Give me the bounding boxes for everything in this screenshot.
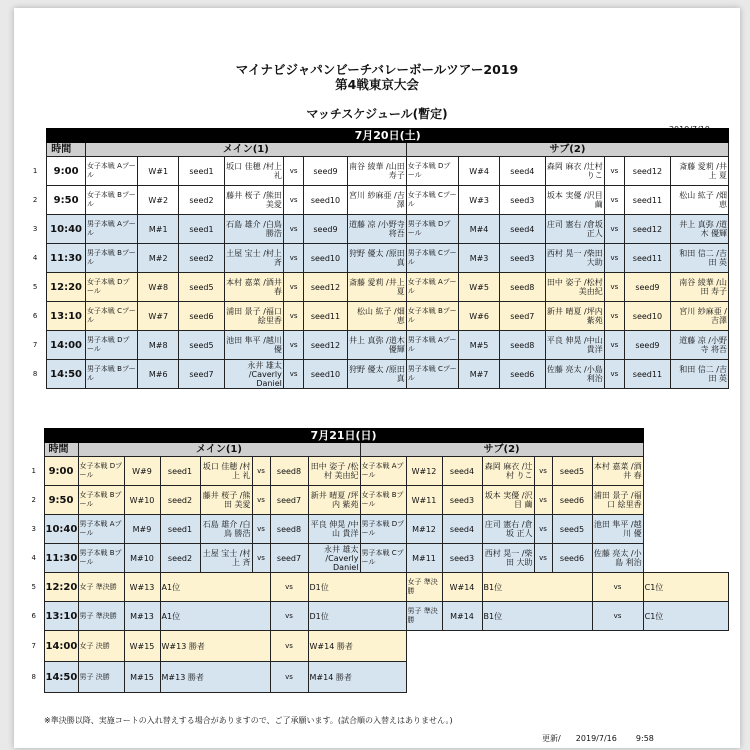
match-time: 9:00 — [47, 157, 86, 186]
main-seed-b: seed9 — [304, 157, 347, 186]
main-seed-b: seed7 — [270, 486, 308, 515]
event-title: 第4戦東京大会 — [335, 77, 419, 92]
sub-pool: 女子 準決勝 — [406, 573, 442, 602]
main-pool: 女子本戦 Cプール — [85, 302, 137, 331]
main-vs: vs — [283, 186, 303, 215]
sub-court-header: サブ(2) — [360, 443, 643, 457]
match-row — [24, 186, 729, 215]
main-team-a: 石島 雄介 /白鳥 勝浩 — [200, 515, 252, 544]
match-time: 9:50 — [47, 186, 86, 215]
main-vs: vs — [283, 360, 303, 389]
sub-seed-b: seed12 — [625, 157, 671, 186]
main-seed-b: seed11 — [304, 302, 347, 331]
main-pool: 女子本戦 Aプール — [85, 157, 137, 186]
sub-team-a: 田中 姿子 /松村 美由紀 — [545, 273, 604, 302]
sub-slot-b: C1位 — [643, 573, 728, 602]
day-date: 7月20日(土) — [47, 129, 729, 143]
sub-team-b: 池田 隼平 /越川 優 — [592, 515, 643, 544]
sub-seed-b: seed6 — [552, 544, 592, 573]
sub-seed-a: seed4 — [500, 215, 546, 244]
main-seed-a: seed2 — [160, 544, 200, 573]
match-row — [24, 360, 729, 389]
main-match-id: M#2 — [138, 244, 179, 273]
final-row — [24, 631, 729, 662]
match-time: 10:40 — [44, 515, 78, 544]
main-pool: 男子 決勝 — [78, 662, 124, 693]
main-match-id: M#8 — [138, 331, 179, 360]
main-slot-a: M#13 勝者 — [160, 662, 270, 693]
day-header-row — [24, 129, 729, 143]
row-number: 8 — [24, 360, 47, 389]
row-number: 7 — [24, 331, 47, 360]
column-header-row — [24, 443, 729, 457]
sub-seed-a: seed3 — [442, 544, 482, 573]
sub-team-a: 佐藤 亮太 /小島 利治 — [545, 360, 604, 389]
main-match-id: W#15 — [124, 631, 160, 662]
footnote: ※準決勝以降、実施コートの入れ替えする場合がありますので、ご了承願います。(試合順の入替えはありません。) — [44, 716, 453, 725]
row-number: 2 — [24, 186, 47, 215]
sub-pool: 男子本戦 Cプール — [406, 244, 458, 273]
main-team-a: 土屋 宝士 /村上 斉 — [224, 244, 283, 273]
main-match-id: M#10 — [124, 544, 160, 573]
sub-slot-b: C1位 — [643, 602, 728, 631]
row-number: 1 — [24, 457, 44, 486]
sub-team-b: 本村 嘉菜 /酒井 春 — [592, 457, 643, 486]
main-seed-a: seed2 — [179, 186, 225, 215]
schedule-subtitle: マッチスケジュール(暫定) — [306, 107, 448, 121]
main-team-a: 浦田 景子 /福口 絵里香 — [224, 302, 283, 331]
updated-stamp — [542, 733, 654, 744]
sub-seed-b: seed11 — [625, 186, 671, 215]
main-vs: vs — [283, 331, 303, 360]
match-time: 13:10 — [44, 602, 78, 631]
sub-match-id: M#5 — [459, 331, 500, 360]
main-match-id: W#1 — [138, 157, 179, 186]
match-row — [24, 302, 729, 331]
sub-team-b: 宮川 紗麻亜 /吉澤 — [670, 302, 728, 331]
main-seed-a: seed2 — [160, 486, 200, 515]
sub-team-b: 和田 信二 /吉田 英 — [670, 244, 728, 273]
sub-vs: vs — [592, 573, 643, 602]
match-row — [24, 331, 729, 360]
sub-vs: vs — [604, 360, 624, 389]
num-blank — [24, 129, 47, 143]
main-seed-a: seed1 — [160, 457, 200, 486]
main-vs: vs — [270, 662, 308, 693]
main-seed-b: seed8 — [270, 515, 308, 544]
main-seed-b: seed7 — [270, 544, 308, 573]
sub-team-b: 浦田 景子 /福口 絵里香 — [592, 486, 643, 515]
main-vs: vs — [270, 631, 308, 662]
row-number: 6 — [24, 602, 44, 631]
sub-match-id: M#3 — [459, 244, 500, 273]
match-time: 9:00 — [44, 457, 78, 486]
main-seed-b: seed10 — [304, 186, 347, 215]
sub-vs: vs — [534, 486, 552, 515]
day-date: 7月21日(日) — [44, 429, 643, 443]
main-vs: vs — [252, 544, 270, 573]
sub-team-a: 森岡 麻衣 /辻村 りこ — [482, 457, 534, 486]
main-pool: 女子本戦 Bプール — [85, 186, 137, 215]
main-team-a: 石島 雄介 /白鳥 勝浩 — [224, 215, 283, 244]
sub-team-b: 松山 紘子 /畑 恵 — [670, 186, 728, 215]
row-number: 2 — [24, 486, 44, 515]
row-number: 5 — [24, 273, 47, 302]
main-team-b: 宮川 紗麻亜 /吉澤 — [347, 186, 406, 215]
match-time: 11:30 — [47, 244, 86, 273]
main-team-a: 土屋 宝士 /村上 斉 — [200, 544, 252, 573]
main-seed-a: seed1 — [179, 215, 225, 244]
main-team-b: 狩野 優太 /原田 真 — [347, 244, 406, 273]
sub-vs: vs — [604, 331, 624, 360]
sub-team-a: 新井 晴夏 /坪内 紫苑 — [545, 302, 604, 331]
main-seed-a: seed5 — [179, 273, 225, 302]
match-time: 12:20 — [44, 573, 78, 602]
sub-match-id: W#4 — [459, 157, 500, 186]
main-seed-b: seed10 — [304, 244, 347, 273]
sub-vs: vs — [604, 186, 624, 215]
sub-pool: 男子本戦 Aプール — [406, 331, 458, 360]
match-row — [24, 273, 729, 302]
sub-match-id: W#14 — [442, 573, 482, 602]
sub-pool: 女子本戦 Cプール — [406, 186, 458, 215]
sub-team-a: 庄司 憲右 /倉坂 正人 — [482, 515, 534, 544]
main-match-id: W#8 — [138, 273, 179, 302]
main-slot-b: D1位 — [308, 573, 406, 602]
sub-court-empty — [406, 631, 686, 662]
match-row — [24, 515, 729, 544]
main-team-b: 松山 紘子 /畑 恵 — [347, 302, 406, 331]
time-header: 時間 — [44, 443, 78, 457]
main-match-id: M#13 — [124, 602, 160, 631]
num-blank — [24, 429, 44, 443]
sub-team-b: 和田 信二 /吉田 英 — [670, 360, 728, 389]
sub-court-header: サブ(2) — [406, 143, 728, 157]
main-team-b: 南谷 綾華 /山田 寿子 — [347, 157, 406, 186]
sub-pool: 女子本戦 Bプール — [360, 486, 406, 515]
semifinal-row — [24, 573, 729, 602]
main-vs: vs — [252, 515, 270, 544]
sub-seed-b: seed12 — [625, 215, 671, 244]
main-pool: 男子本戦 Dプール — [85, 331, 137, 360]
match-time: 14:50 — [47, 360, 86, 389]
sub-vs: vs — [534, 544, 552, 573]
main-pool: 男子本戦 Bプール — [78, 544, 124, 573]
sub-seed-a: seed4 — [442, 515, 482, 544]
sub-match-id: W#5 — [459, 273, 500, 302]
main-team-a: 坂口 佳穂 /村上 礼 — [200, 457, 252, 486]
sub-team-b: 井上 真弥 /道木 優輝 — [670, 215, 728, 244]
main-seed-b: seed9 — [304, 215, 347, 244]
semifinal-row — [24, 602, 729, 631]
final-row — [24, 662, 729, 693]
match-row — [24, 544, 729, 573]
sub-seed-b: seed10 — [625, 302, 671, 331]
sub-seed-a: seed6 — [500, 360, 546, 389]
sub-seed-a: seed3 — [500, 186, 546, 215]
sub-match-id: W#6 — [459, 302, 500, 331]
main-team-a: 永井 雄太 /Caverly Daniel — [224, 360, 283, 389]
sub-team-a: 西村 晃一 /柴田 大助 — [482, 544, 534, 573]
main-team-a: 坂口 佳穂 /村上 礼 — [224, 157, 283, 186]
main-court-header: メイン(1) — [85, 143, 406, 157]
main-seed-b: seed8 — [270, 457, 308, 486]
main-court-header: メイン(1) — [78, 443, 360, 457]
sub-seed-b: seed6 — [552, 486, 592, 515]
main-pool: 男子本戦 Bプール — [85, 244, 137, 273]
sub-match-id: W#3 — [459, 186, 500, 215]
sub-match-id: M#7 — [459, 360, 500, 389]
main-team-b: 新井 晴夏 /坪内 紫苑 — [308, 486, 360, 515]
match-time: 10:40 — [47, 215, 86, 244]
main-seed-a: seed2 — [179, 244, 225, 273]
main-vs: vs — [252, 457, 270, 486]
match-time: 13:10 — [47, 302, 86, 331]
row-number: 1 — [24, 157, 47, 186]
sub-slot-a: B1位 — [482, 573, 592, 602]
sub-team-a: 森岡 麻衣 /辻村 りこ — [545, 157, 604, 186]
column-header-row — [24, 143, 729, 157]
main-slot-a: W#13 勝者 — [160, 631, 270, 662]
sub-vs: vs — [604, 215, 624, 244]
main-match-id: W#9 — [124, 457, 160, 486]
main-vs: vs — [283, 302, 303, 331]
updated-time: 9:58 — [635, 734, 654, 743]
match-row — [24, 457, 729, 486]
sub-seed-b: seed9 — [625, 273, 671, 302]
main-team-b: 狩野 優太 /原田 真 — [347, 360, 406, 389]
sub-match-id: W#12 — [406, 457, 442, 486]
main-slot-a: A1位 — [160, 573, 270, 602]
sub-match-id: M#14 — [442, 602, 482, 631]
row-number: 8 — [24, 662, 44, 693]
match-time: 9:50 — [44, 486, 78, 515]
row-number: 4 — [24, 544, 44, 573]
sub-match-id: M#11 — [406, 544, 442, 573]
main-team-a: 池田 隼平 /越川 優 — [224, 331, 283, 360]
main-pool: 女子 準決勝 — [78, 573, 124, 602]
main-pool: 女子 決勝 — [78, 631, 124, 662]
sub-seed-a: seed8 — [500, 273, 546, 302]
sub-pool: 男子 準決勝 — [406, 602, 442, 631]
main-pool: 男子本戦 Aプール — [85, 215, 137, 244]
sub-team-b: 道藤 凉 /小野寺 将吾 — [670, 331, 728, 360]
sub-pool: 女子本戦 Dプール — [406, 157, 458, 186]
updated-label: 更新/ — [542, 734, 561, 743]
sub-team-b: 斎藤 愛莉 /井上 夏 — [670, 157, 728, 186]
row-number: 3 — [24, 515, 44, 544]
sub-seed-b: seed9 — [625, 331, 671, 360]
main-seed-b: seed10 — [304, 360, 347, 389]
main-slot-b: M#14 勝者 — [308, 662, 406, 693]
row-number: 3 — [24, 215, 47, 244]
main-pool: 女子本戦 Dプール — [78, 457, 124, 486]
main-pool: 男子本戦 Aプール — [78, 515, 124, 544]
sub-slot-a: B1位 — [482, 602, 592, 631]
num-blank — [24, 143, 47, 157]
main-seed-b: seed12 — [304, 273, 347, 302]
sub-match-id: M#4 — [459, 215, 500, 244]
sub-seed-b: seed11 — [625, 244, 671, 273]
row-number: 4 — [24, 244, 47, 273]
match-time: 12:20 — [47, 273, 86, 302]
row-number: 6 — [24, 302, 47, 331]
main-match-id: W#2 — [138, 186, 179, 215]
sub-pool: 女子本戦 Bプール — [406, 302, 458, 331]
tour-title: マイナビジャパンビーチバレーボールツアー2019 — [235, 62, 519, 77]
sub-vs: vs — [592, 602, 643, 631]
main-seed-a: seed6 — [179, 302, 225, 331]
main-team-b: 斎藤 愛莉 /井上 夏 — [347, 273, 406, 302]
main-match-id: M#1 — [138, 215, 179, 244]
row-number: 5 — [24, 573, 44, 602]
main-match-id: W#10 — [124, 486, 160, 515]
main-vs: vs — [283, 244, 303, 273]
sub-team-b: 南谷 綾華 /山田 寿子 — [670, 273, 728, 302]
main-team-a: 藤井 桜子 /熊田 美愛 — [224, 186, 283, 215]
sub-team-a: 平良 伸晃 /中山 貴洋 — [545, 331, 604, 360]
main-slot-a: A1位 — [160, 602, 270, 631]
row-number: 7 — [24, 631, 44, 662]
main-vs: vs — [252, 486, 270, 515]
main-vs: vs — [283, 215, 303, 244]
sub-seed-a: seed3 — [500, 244, 546, 273]
match-row — [24, 486, 729, 515]
main-vs: vs — [270, 573, 308, 602]
sub-team-a: 坂本 実優 /沢目 繭 — [482, 486, 534, 515]
sub-team-a: 庄司 憲右 /倉坂 正人 — [545, 215, 604, 244]
sub-pool: 男子本戦 Dプール — [360, 515, 406, 544]
main-match-id: W#7 — [138, 302, 179, 331]
sub-match-id: M#12 — [406, 515, 442, 544]
match-time: 14:00 — [47, 331, 86, 360]
main-match-id: M#6 — [138, 360, 179, 389]
main-match-id: M#9 — [124, 515, 160, 544]
main-slot-b: W#14 勝者 — [308, 631, 406, 662]
main-vs: vs — [270, 602, 308, 631]
num-blank — [24, 443, 44, 457]
match-row — [24, 157, 729, 186]
sub-seed-a: seed4 — [442, 457, 482, 486]
day-header-row — [24, 429, 729, 443]
main-seed-a: seed7 — [179, 360, 225, 389]
sub-seed-b: seed11 — [625, 360, 671, 389]
main-vs: vs — [283, 157, 303, 186]
match-row — [24, 244, 729, 273]
sub-vs: vs — [604, 157, 624, 186]
sub-vs: vs — [534, 515, 552, 544]
main-team-b: 永井 雄太 /Caverly Daniel — [308, 544, 360, 573]
match-time: 14:50 — [44, 662, 78, 693]
main-seed-a: seed1 — [160, 515, 200, 544]
sub-seed-a: seed8 — [500, 331, 546, 360]
main-match-id: W#13 — [124, 573, 160, 602]
sub-team-a: 西村 晃一 /柴田 大助 — [545, 244, 604, 273]
main-team-b: 平良 伸晃 /中山 貴洋 — [308, 515, 360, 544]
sub-vs: vs — [604, 273, 624, 302]
sub-seed-a: seed3 — [442, 486, 482, 515]
main-team-a: 藤井 桜子 /熊田 美愛 — [200, 486, 252, 515]
main-slot-b: D1位 — [308, 602, 406, 631]
sub-seed-a: seed4 — [500, 157, 546, 186]
sub-pool: 男子本戦 Dプール — [406, 215, 458, 244]
main-seed-b: seed12 — [304, 331, 347, 360]
sub-seed-b: seed5 — [552, 515, 592, 544]
main-vs: vs — [283, 273, 303, 302]
main-pool: 男子本戦 Bプール — [85, 360, 137, 389]
match-time: 14:00 — [44, 631, 78, 662]
updated-date: 2019/7/16 — [575, 734, 617, 743]
sub-pool: 男子本戦 Cプール — [406, 360, 458, 389]
main-team-b: 道藤 凉 /小野寺 将吾 — [347, 215, 406, 244]
main-team-b: 田中 姿子 /松村 美由紀 — [308, 457, 360, 486]
time-header: 時間 — [47, 143, 86, 157]
main-pool: 女子本戦 Dプール — [85, 273, 137, 302]
sub-vs: vs — [604, 302, 624, 331]
main-pool: 女子本戦 Bプール — [78, 486, 124, 515]
day1-schedule-table — [24, 128, 729, 389]
sub-vs: vs — [534, 457, 552, 486]
match-time: 11:30 — [44, 544, 78, 573]
main-match-id: M#15 — [124, 662, 160, 693]
sub-vs: vs — [604, 244, 624, 273]
day2-schedule-table — [24, 428, 729, 693]
sub-pool: 女子本戦 Aプール — [360, 457, 406, 486]
sub-pool: 女子本戦 Aプール — [406, 273, 458, 302]
main-pool: 男子 準決勝 — [78, 602, 124, 631]
main-team-a: 本村 嘉菜 /酒井 春 — [224, 273, 283, 302]
sub-court-empty — [406, 662, 686, 693]
sub-team-b: 佐藤 亮太 /小島 利治 — [592, 544, 643, 573]
sub-team-a: 坂本 実優 /沢目 繭 — [545, 186, 604, 215]
main-team-b: 井上 真弥 /道木 優輝 — [347, 331, 406, 360]
main-seed-a: seed1 — [179, 157, 225, 186]
sub-seed-a: seed7 — [500, 302, 546, 331]
sub-pool: 男子本戦 Cプール — [360, 544, 406, 573]
match-row — [24, 215, 729, 244]
sub-seed-b: seed5 — [552, 457, 592, 486]
main-seed-a: seed5 — [179, 331, 225, 360]
sub-match-id: W#11 — [406, 486, 442, 515]
